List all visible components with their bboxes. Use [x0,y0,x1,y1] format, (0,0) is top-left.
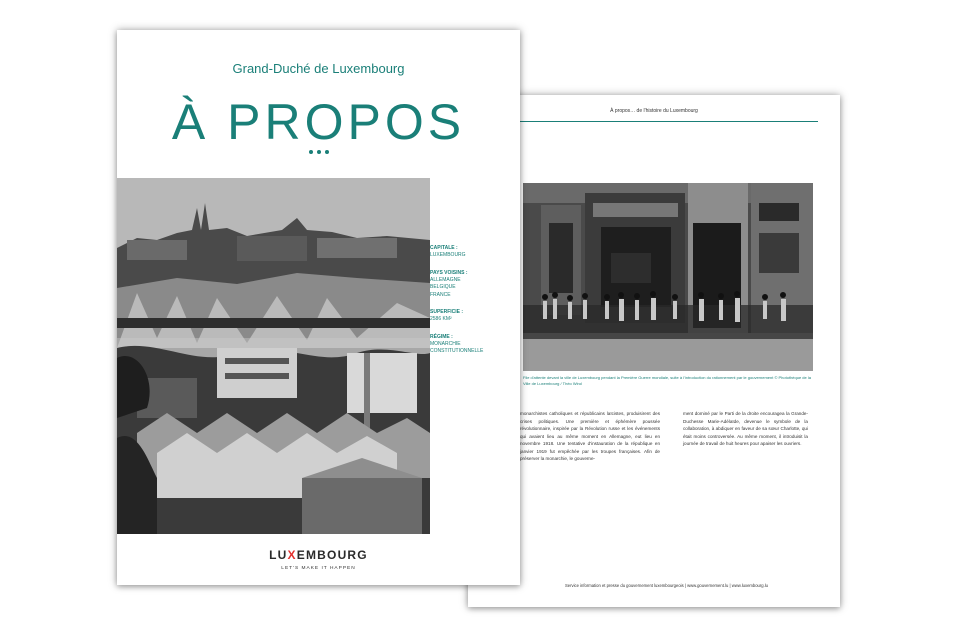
fact-regime [430,334,520,356]
luxembourg-logo [117,548,520,562]
logo-x-mark: X [287,548,297,562]
fact-label: PAYS VOISINS : [430,269,468,276]
fact-value: FRANCE [430,291,451,298]
dot [325,150,329,154]
fact-value: ALLEMAGNE [430,276,461,283]
fact-label: RÉGIME : [430,333,453,340]
dot [317,150,321,154]
fact-neighbours [430,270,520,300]
front-cover-page [117,30,520,585]
fact-value: LUXEMBOURG [430,252,466,258]
fact-area [430,309,520,324]
logo-part: LU [269,548,288,562]
cityscape-photo [117,178,430,534]
logo-tagline: LET'S MAKE IT HAPPEN [281,566,356,571]
fact-label: SUPERFICIE : [430,309,464,315]
fact-label: CAPITALE : [430,245,458,251]
cover-title: À PROPOS [171,94,466,150]
fact-value: MONARCHIE [430,340,461,347]
fact-value: BELGIQUE [430,284,456,290]
back-page [468,95,840,607]
back-page-footer: Service information et presse du gouvernement luxembourgeois | www.gouvernement.lu | www.luxembourg.lu [564,583,769,588]
fact-capital [430,245,520,260]
historic-street-photo [523,183,813,371]
cover-subtitle: Grand-Duché de Luxembourg [232,61,405,76]
historic-street-illustration [523,183,813,371]
fact-sidebar [430,245,520,366]
body-column-left: monarchistes catholiques et républicains laïcistes, produisirent des crises politiques. Une première et éphémère poussée révolutionnaire, inspirée par la Révolution russe et les événements qui avaient lieu au même moment en Allemagne, eut lieu en novembre 1918. Une tentative d'instauration de la république en janvier 1919 fut empêchée par les troupes françaises. Afin de préserver la monarchie, le gouverne- [520,411,660,461]
back-page-header: À propos… de l'histoire du Luxembourg [610,108,698,114]
photo-caption: File d'attente devant la ville de Luxembourg pendant la Première Guerre mondiale, suite à l'introduction du rationnement par le gouvernement © Photothèque de la Ville de Luxembourg / Théo Wirol [523,375,811,386]
header-rule [520,121,818,122]
body-column-right: ment dominé par le Parti de la droite encouragea la Grande-Duchesse Marie-Adélaïde, devenue le symbole de la collaboration, à abdiquer en faveur de sa sœur Charlotte, qui était moins controversée. Au même moment, il introduisit la journée de travail de huit heures pour apaiser les ouvriers. [683,411,808,446]
fact-value: CONSTITUTIONNELLE [430,348,484,354]
logo-part: EMBOURG [296,548,368,562]
ellipsis-dots [117,141,520,159]
dot [309,150,313,154]
cityscape-illustration [117,178,430,534]
fact-value: 2586 KM² [430,316,452,322]
